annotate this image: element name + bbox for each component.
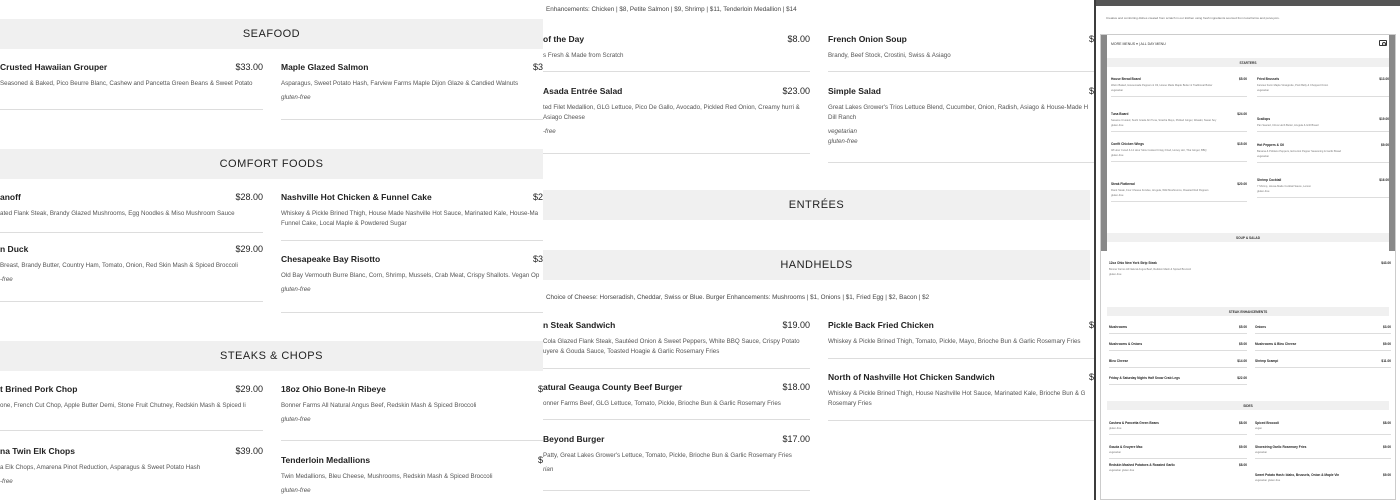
item-price: $29.00 [235,244,263,254]
mini-item-name: Shoestring Garlic Rosemary Fries [1255,445,1307,449]
mini-item [1109,376,1247,385]
mini-item-name: Shrimp Cocktail [1257,178,1282,182]
divider [543,368,810,369]
divider [0,301,263,302]
mini-item-name: Friday & Saturday Nights Half Snow Crab Legs [1109,376,1180,380]
item-name: Maple Glazed Salmon [281,62,369,72]
mini-item-name: 12oz Ohio New York Strip Steak [1109,261,1157,265]
mini-item-name: Confit Chicken Wings [1111,142,1144,146]
item-name: Pickle Back Fried Chicken [828,320,934,330]
item-tag: gluten-free [281,487,311,494]
item-name: Tenderloin Medallions [281,455,371,465]
item-name: of the Day [543,34,585,44]
item-price: $23.00 [782,86,810,96]
menu-item[interactable] [281,192,543,229]
mini-item [1109,463,1247,472]
item-price: $ [1088,86,1094,96]
item-price: $19.00 [782,320,810,330]
divider [1257,131,1389,132]
divider [0,430,263,431]
divider [281,119,543,120]
divider [828,420,1094,421]
mini-item-tag: gluten-free [1109,273,1122,276]
item-description: one, French Cut Chop, Apple Butter Demi, Stone Fruit Chutney, Redskin Mash & Spiced li [0,402,246,409]
section-header-handhelds [543,250,1090,280]
mini-item [1257,117,1389,132]
mini-item [1109,359,1247,368]
menu-item[interactable] [828,34,1094,61]
mini-item-price: $43.00 [1381,261,1391,265]
divider [1257,197,1389,198]
item-description: Brandy, Beef Stock, Crostini, Swiss & Asiago [828,52,951,59]
mini-item-price: $8.00 [1239,463,1247,467]
mini-item [1255,473,1391,482]
divider [1255,434,1391,435]
mini-item-price: $5.00 [1239,325,1247,329]
item-tag: gluten-free [281,94,311,101]
mini-item-price: $5.00 [1239,77,1247,81]
mini-item [1255,342,1391,351]
mini-item-tag: gluten-free [1111,154,1124,157]
section-header-steaks-chops [0,341,543,371]
item-description: ted Filet Medallion, GLG Lettuce, Pico De Gallo, Avocado, Pickled Red Onion, Creamy hurri & Asiago Cheese [543,104,800,121]
mini-item-tag: gluten-free [1109,427,1122,430]
mini-section-sides: SIDES [1107,401,1389,410]
mini-section-starters: STARTERS [1107,58,1389,67]
mini-section-soup-salad: SOUP & SALAD [1107,233,1389,242]
mini-item-desc: Bonner Farms All Natural Angus Beef, Redskin Mash & Spiced Broccoli [1109,268,1191,271]
item-price: $3 [532,62,543,72]
menu-item[interactable] [828,320,1094,347]
mini-item-price: $16.00 [1379,178,1389,182]
divider [1257,162,1389,163]
mini-item [1109,421,1247,435]
item-description: Old Bay Vermouth Burre Blanc, Corn, Shrimp, Mussels, Crab Meat, Crispy Shallots. Vegan Op [281,272,540,279]
more-menus-nav[interactable]: MORE MENUS ▾ | ALL DAY MENU [1111,42,1166,46]
mini-item-price: $3.00 [1383,325,1391,329]
item-price: $ [1088,320,1094,330]
item-description: Breast, Brandy Butter, Country Ham, Tomato, Onion, Red Skin Mash & Spiced Broccoli [0,262,238,269]
item-name: n Duck [0,244,29,254]
mini-item [1109,325,1247,334]
menu-item[interactable] [281,254,543,295]
divider [1109,434,1247,435]
menu-item[interactable] [543,86,810,137]
divider [281,240,543,241]
mini-item-price: $9.00 [1383,473,1391,477]
item-price: $ [1088,34,1094,44]
mini-section-steak-enhancements: STEAK ENHANCEMENTS [1107,307,1389,316]
menu-item[interactable] [281,62,543,103]
divider [1109,458,1247,459]
mini-item-price: $19.00 [1379,117,1389,121]
divider [1255,367,1391,368]
item-tag: gluten-free [828,138,858,145]
mini-item-desc: Pan Seared, Citrus Herb Butter, Arugula & Grill Bread [1257,124,1319,127]
mini-item [1257,178,1389,198]
menu-item[interactable] [0,244,263,285]
item-name: Chesapeake Bay Risotto [281,254,381,264]
all-day-menu-preview [1100,34,1396,500]
mini-item-name: Scallops [1257,117,1271,121]
mini-item-price: $13.00 [1379,77,1389,81]
item-tag: -free [0,276,13,283]
section-title: SEAFOOD [242,28,301,40]
menu-panel-middle [543,0,1094,500]
item-name: North of Nashville Hot Chicken Sandwich [828,372,995,382]
item-name: Nashville Hot Chicken & Funnel Cake [281,192,432,202]
item-name: Beyond Burger [543,434,605,444]
mini-item-price: $9.00 [1239,445,1247,449]
mini-item-name: Bleu Cheese [1109,359,1129,363]
item-name: Simple Salad [828,86,881,96]
mini-item-tag: vegetarian [1255,451,1268,454]
divider [1255,333,1391,334]
item-description: Seasoned & Baked, Pico Beurre Blanc, Cashew and Pancetta Green Beans & Sweet Potato [0,80,253,87]
mini-item-price: $9.00 [1383,342,1391,346]
divider [1111,201,1247,202]
menu-item[interactable] [543,382,810,409]
divider [1111,161,1247,162]
item-price: $33.00 [235,62,263,72]
divider [281,312,543,313]
handhelds-note: Choice of Cheese: Horseradish, Cheddar, Swiss or Blue. Burger Enhancements: Mushrooms | $1, Onions | $1, Fried Egg | $2, Bacon | $2 [546,294,930,301]
item-name: na Twin Elk Chops [0,446,75,456]
item-price: $8.00 [787,34,810,44]
mini-item-tag: vegetarian [1109,451,1122,454]
mini-item-price: $8.00 [1383,421,1391,425]
menu-panel-left [0,0,543,500]
divider [1109,367,1247,368]
item-tag: rian [543,466,554,473]
section-title: STEAKS & CHOPS [220,350,323,362]
item-price: $ [537,384,543,394]
mini-item-tag: vegetarian [1257,155,1270,158]
item-name: Crusted Hawaiian Grouper [0,62,108,72]
mini-item-tag: vegetarian gluten-free [1255,479,1281,482]
item-price: $ [1088,372,1094,382]
item-price: $ [537,455,543,465]
mini-item [1111,142,1247,162]
divider [1111,131,1247,132]
mini-item-price: $9.00 [1383,445,1391,449]
item-price: $18.00 [782,382,810,392]
section-header-comfort-foods [0,149,543,179]
mini-item-name: Steak Flatbread [1111,182,1135,186]
divider [828,358,1094,359]
menu-intro-text: Creative and comforting dishes created from scratch in our kitchen using fresh ingredients sourced from local farms and purveyors. [1106,16,1280,20]
divider [1109,384,1247,385]
mini-item-name: Shrimp Scampi [1255,359,1279,363]
mini-item-desc: 48 Hour Cured & 12 Hour Slow Cooked Crispy Fried, Honey Hot, Thai Ginger, BBQ [1111,149,1207,152]
mini-item [1109,342,1247,351]
item-name: 18oz Ohio Bone-In Ribeye [281,384,386,394]
divider [0,109,263,110]
mini-item-name: Cashew & Pancetta Green Beans [1109,421,1159,425]
item-description: Bonner Farms All Natural Angus Beef, Redskin Mash & Spiced Broccoli [281,402,477,409]
menu-item[interactable] [0,192,263,219]
item-price: $2 [532,192,543,202]
mini-item [1111,112,1247,132]
menu-item[interactable] [0,446,263,487]
mini-item-name: Fried Brussels [1257,77,1280,81]
mini-item-tag: gluten-free [1111,124,1124,127]
mini-item [1109,445,1247,459]
mini-item [1109,261,1391,276]
mini-item-price: $8.00 [1239,421,1247,425]
mini-item-price: $5.00 [1239,342,1247,346]
item-description: Whiskey & Pickle Brined Thigh, House Nashville Hot Sauce, Marinated Kale, Brioche Bun & G Rosemary Fries [828,390,1086,407]
mini-item-tag: vegan [1255,427,1263,430]
section-title: HANDHELDS [780,259,853,271]
mini-item-name: Hot Peppers & Oil [1257,143,1285,147]
menu-item[interactable] [543,320,810,357]
item-description: Twin Medallions, Bleu Cheese, Mushrooms, Redskin Mash & Spiced Broccoli [281,473,493,480]
mini-item-name: Gouda & Gruyere Mac [1109,445,1143,449]
mini-item-desc: Warm Baked, Housemade Peppers & Oil, House Made Maple Butter & Traditional Butter [1111,84,1213,87]
mini-item-price: $11.00 [1381,359,1391,363]
mini-item [1255,421,1391,435]
mini-item-name: Mushrooms & Bleu Cheese [1255,342,1297,346]
divider [543,153,810,154]
mini-item-name: Mushrooms & Onions [1109,342,1143,346]
menu-item[interactable] [0,62,263,89]
item-name: French Onion Soup [828,34,907,44]
item-description: ated Flank Steak, Brandy Glazed Mushrooms, Egg Noodles & Miso Mushroom Sauce [0,210,235,217]
divider [281,440,543,441]
mini-item-tag: gluten-free [1111,194,1124,197]
menu-item[interactable] [281,384,543,425]
menu-item[interactable] [0,384,263,411]
mini-item [1111,182,1247,202]
item-description: Asparagus, Sweet Potato Hash, Farview Farms Maple Dijon Glaze & Candied Walnuts [281,80,519,87]
menu-screenshot-thumbnail [1094,0,1400,500]
mini-item-price: $22.00 [1237,376,1247,380]
mini-item [1255,359,1391,368]
item-description: s Fresh & Made from Scratch [543,52,624,59]
divider [543,419,810,420]
item-name: anoff [0,192,21,202]
item-tag: -free [0,478,13,485]
item-tag: gluten-free [281,416,311,423]
divider [0,232,263,233]
mini-item-tag: vegetarian [1257,89,1270,92]
item-description: a Elk Chops, Amarena Pinot Reduction, Asparagus & Sweet Potato Hash [0,464,201,471]
item-tag: gluten-free [281,286,311,293]
mini-item-desc: Flank Steak, Four Cheese Fondue, Arugula, Wild Mushrooms, Roasted Red Peppers [1111,189,1209,192]
mini-item [1257,77,1389,97]
mini-item-desc: Banana & Poblano Peppers, Extra Hot Pepper Seasoning & Garlic Bread [1257,150,1341,153]
item-price: $17.00 [782,434,810,444]
item-name: n Steak Sandwich [543,320,616,330]
camera-icon[interactable] [1379,40,1387,46]
divider [543,71,810,72]
item-description: Great Lakes Grower's Trios Lettuce Blend, Cucumber, Onion, Radish, Asiago & House-Made H Dill Ranch [828,104,1089,121]
divider [1255,350,1391,351]
menu-item[interactable] [828,86,1094,147]
mini-item-tag: vegetarian gluten-free [1109,469,1135,472]
mini-item-desc: Farview Farm Maple Vinaigrette, Pork Belly & Chopped Onion [1257,84,1329,87]
header-image-strip [1096,0,1400,6]
item-price: $39.00 [235,446,263,456]
section-title: COMFORT FOODS [219,158,324,170]
divider [828,71,1094,72]
mini-item [1255,325,1391,334]
item-name: Asada Entrée Salad [543,86,623,96]
mini-item-tag: gluten-free [1257,190,1270,193]
mini-item-price: $14.00 [1237,359,1247,363]
mini-item-name: House Bread Board [1111,77,1141,81]
divider [1255,458,1391,459]
section-header-entrees [543,190,1090,220]
mini-item [1257,143,1389,163]
item-description: Cola Glazed Flank Steak, Sautéed Onion & Sweet Peppers, White BBQ Sauce, Crispy Potato uyere & Gouda Sauce, Toasted Hoagie & Garlic Rosemary Fries [543,338,800,355]
mini-item-desc: 7 Shrimp, House-Made Cocktail Sauce, Lemon [1257,185,1312,188]
divider [1109,333,1247,334]
mini-item-price: $15.00 [1237,142,1247,146]
mini-item-name: Onions [1255,325,1266,329]
mini-item-name: Spiced Broccoli [1255,421,1280,425]
item-name: atural Geauga County Beef Burger [543,382,683,392]
section-title: ENTRÉES [788,199,845,211]
mini-item-name: Tuna Board [1111,112,1129,116]
section-header-seafood [0,19,543,49]
item-description: Patty, Great Lakes Grower's Lettuce, Tomato, Pickle, Brioche Bun & Garlic Rosemary Fries [543,452,792,459]
enhancements-note: Enhancements: Chicken | $8, Petite Salmon | $9, Shrimp | $11, Tenderloin Medallion | $14 [546,6,797,13]
mini-item-name: Redskin Mashed Potatoes & Roasted Garlic [1109,463,1176,467]
mini-item-desc: Sesame Crusted, Sushi Grade Ahi Tuna, Siracha Mayo, Pickled Ginger, Wasabi, Sweet Soy [1111,119,1217,122]
divider [828,162,1094,163]
item-tag: -free [543,128,556,135]
item-name: t Brined Pork Chop [0,384,78,394]
divider [1109,350,1247,351]
divider [1111,96,1247,97]
mini-item-price: $9.00 [1381,143,1389,147]
menu-item[interactable] [281,455,543,496]
divider [1257,96,1389,97]
divider [543,490,810,491]
menu-item[interactable] [543,34,810,61]
mini-item [1111,77,1247,97]
mini-item-price: $20.00 [1237,182,1247,186]
mini-item-price: $24.00 [1237,112,1247,116]
mini-item-tag: vegetarian [1111,89,1124,92]
menu-item[interactable] [828,372,1094,409]
item-tag: vegetarian [828,128,857,135]
mini-item-name: Sweet Potato Hash: Idaho, Brussels, Onion & Maple Vin [1255,473,1340,477]
mini-item-name: Mushrooms [1109,325,1128,329]
mini-item [1255,445,1391,459]
item-description: Whiskey & Pickle Brined Thigh, House Made Nashville Hot Sauce, Marinated Kale, House-Ma Funnel Cake, Local Maple & Powdered Sugar [281,210,539,227]
menu-item[interactable] [543,434,810,475]
item-price: $29.00 [235,384,263,394]
item-description: onner Farms Beef, GLG Lettuce, Tomato, Pickle, Brioche Bun & Garlic Rosemary Fries [543,400,781,407]
item-price: $28.00 [235,192,263,202]
item-price: $3 [532,254,543,264]
item-description: Whiskey & Pickle Brined Thigh, Tomato, Pickle, Mayo, Brioche Bun & Garlic Rosemary Fries [828,338,1081,345]
